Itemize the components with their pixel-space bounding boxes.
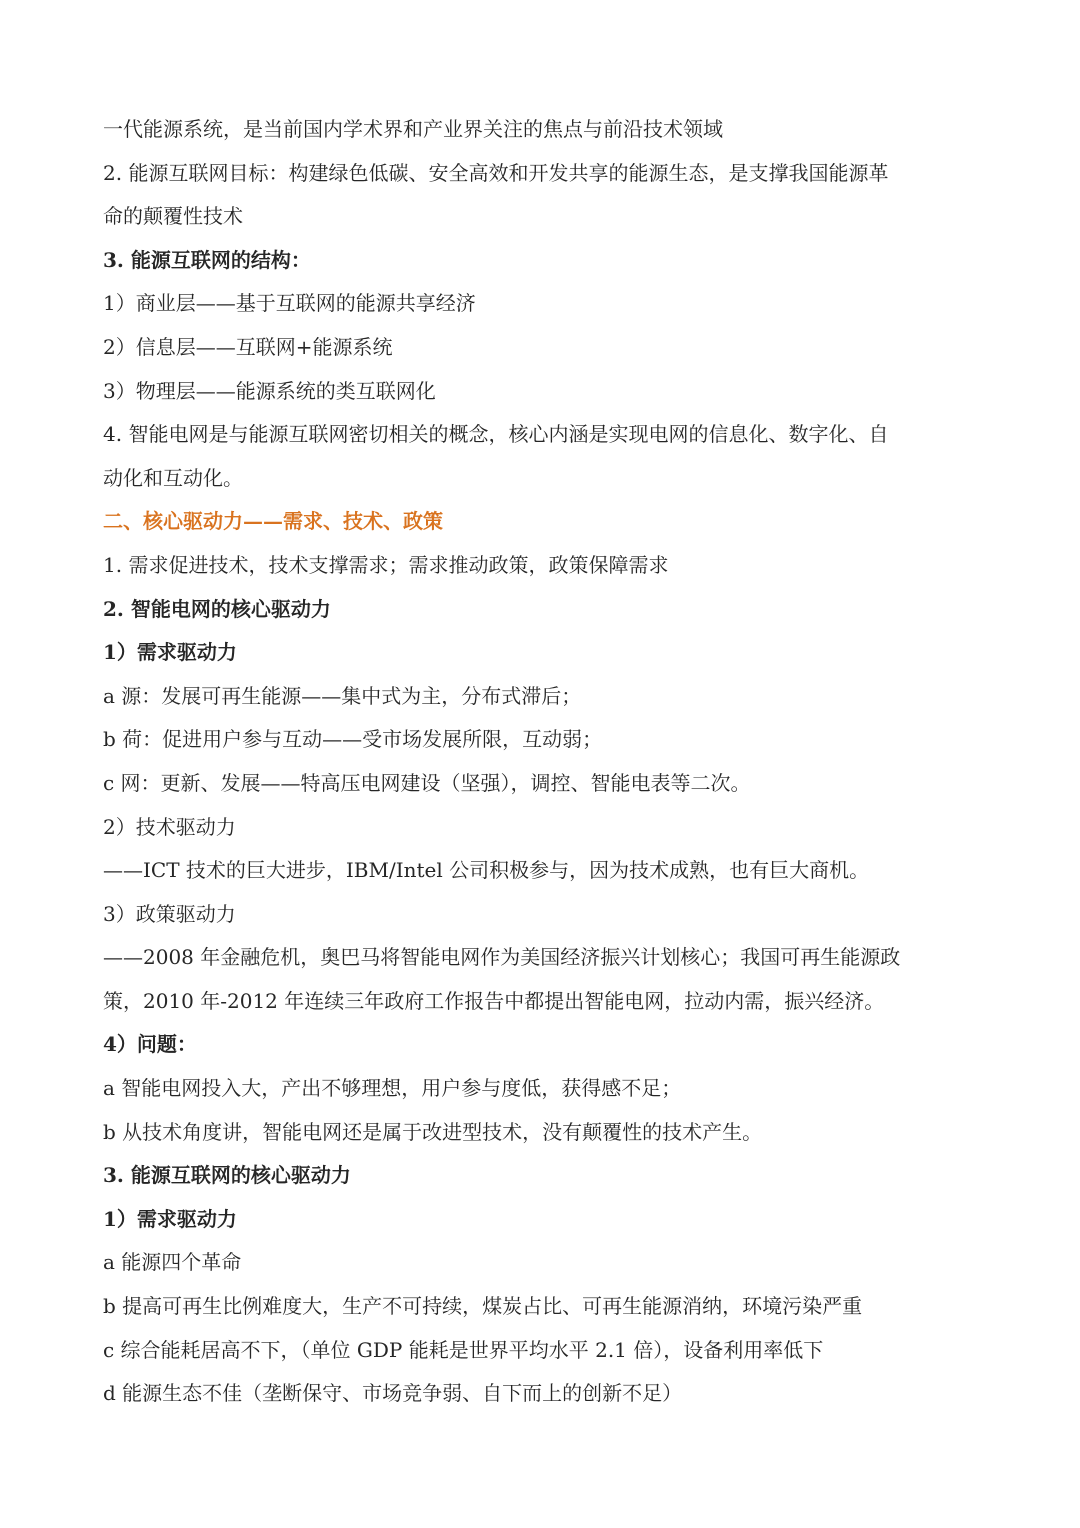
chapter-heading: 二、核心驱动力——需求、技术、政策 [103, 509, 443, 534]
text-line: b 荷：促进用户参与互动——受市场发展所限，互动弱； [103, 727, 603, 752]
text-line: d 能源生态不佳（垄断保守、市场竞争弱、自下而上的创新不足） [103, 1381, 683, 1406]
text-line: a 智能电网投入大，产出不够理想，用户参与度低，获得感不足； [103, 1076, 682, 1101]
text-line: 一代能源系统，是当前国内学术界和产业界关注的焦点与前沿技术领域 [103, 117, 723, 141]
text-line: 3）物理层——能源系统的类互联网化 [103, 378, 436, 403]
text-line: 命的颠覆性技术 [103, 204, 243, 229]
text-line: 1. 需求促进技术，技术支撑需求；需求推动政策，政策保障需求 [103, 552, 669, 577]
text-line: 2）技术驱动力 [103, 814, 236, 839]
text-line: ——2008 年金融危机，奥巴马将智能电网作为美国经济振兴计划核心；我国可再生能源政 [103, 945, 901, 970]
section-heading: 3. 能源互联网的结构： [103, 247, 311, 272]
text-line: 1）商业层——基于互联网的能源共享经济 [103, 291, 476, 316]
text-line: b 从技术角度讲，智能电网还是属于改进型技术，没有颠覆性的技术产生。 [103, 1119, 763, 1144]
text-line: c 综合能耗居高不下，（单位 GDP 能耗是世界平均水平 2.1 倍），设备利用率低下 [103, 1337, 824, 1362]
section-heading: 2. 智能电网的核心驱动力 [103, 596, 331, 621]
subsection-heading: 4）问题： [103, 1032, 197, 1057]
text-line: a 能源四个革命 [103, 1250, 242, 1275]
text-line: 2）信息层——互联网+能源系统 [103, 334, 393, 359]
text-line: c 网：更新、发展——特高压电网建设（坚强），调控、智能电表等二次。 [103, 770, 751, 795]
subsection-heading: 1）需求驱动力 [103, 640, 237, 665]
document-body [103, 108, 983, 1416]
text-line: 动化和互动化。 [103, 465, 243, 490]
text-line: 3）政策驱动力 [103, 901, 236, 926]
text-line: b 提高可再生比例难度大，生产不可持续，煤炭占比、可再生能源消纳，环境污染严重 [103, 1294, 863, 1319]
section-heading: 3. 能源互联网的核心驱动力 [103, 1163, 351, 1188]
text-line: 4. 智能电网是与能源互联网密切相关的概念，核心内涵是实现电网的信息化、数字化、自 [103, 422, 889, 447]
text-line: ——ICT 技术的巨大进步，IBM/Intel 公司积极参与，因为技术成熟，也有巨大商机。 [103, 858, 870, 883]
text-line: 策，2010 年-2012 年连续三年政府工作报告中都提出智能电网，拉动内需，振兴经济。 [103, 988, 885, 1013]
text-line: a 源：发展可再生能源——集中式为主，分布式滞后； [103, 683, 582, 708]
subsection-heading: 1）需求驱动力 [103, 1206, 237, 1231]
text-line: 2. 能源互联网目标：构建绿色低碳、安全高效和开发共享的能源生态，是支撑我国能源革 [103, 160, 889, 185]
